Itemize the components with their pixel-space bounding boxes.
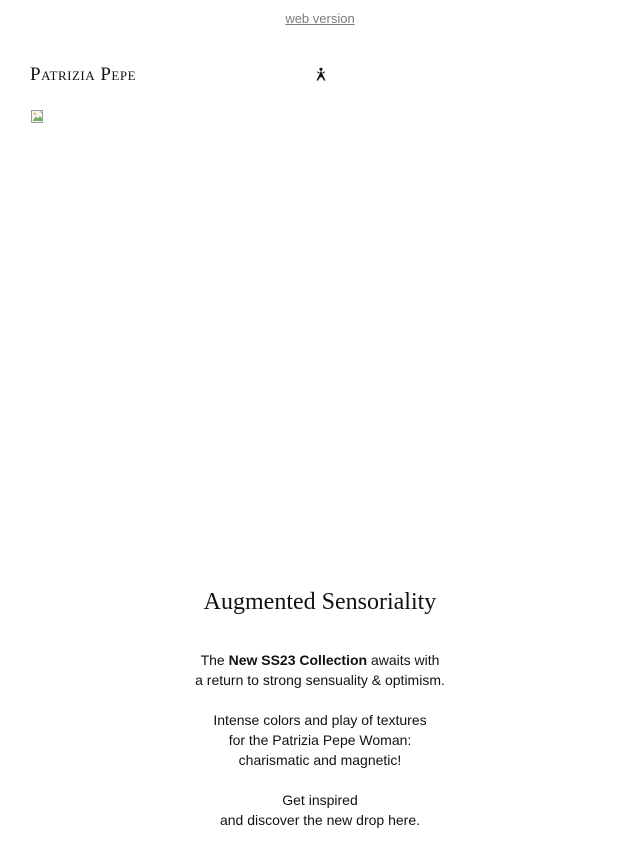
email-header [30,62,610,88]
body-copy [0,650,640,830]
cta-line-2: and discover the new drop here. [219,812,420,828]
intro-line-2: a return to strong sensuality & optimism. [195,672,445,688]
description-line-3: charismatic and magnetic! [238,752,402,768]
broken-image-icon [30,109,46,125]
fly-logo-icon[interactable] [313,66,329,82]
hero-image[interactable] [30,109,610,549]
brand-logo-wordmark[interactable]: Patrizia Pepe [30,64,137,85]
collection-highlight: New SS23 Collection [228,652,368,668]
description-line-2: for the Patrizia Pepe Woman: [228,732,412,748]
intro-paragraph [0,650,640,690]
cta-line-1: Get inspired [282,792,358,808]
web-version-link[interactable]: web version [285,11,355,26]
description-line-1: Intense colors and play of textures [213,712,427,728]
cta-paragraph [0,790,640,830]
intro-line-1 [0,650,640,670]
intro-suffix: awaits with [367,652,440,668]
description-paragraph [0,710,640,770]
preheader [0,11,640,27]
intro-prefix: The [200,652,229,668]
headline: Augmented Sensoriality [203,589,437,615]
